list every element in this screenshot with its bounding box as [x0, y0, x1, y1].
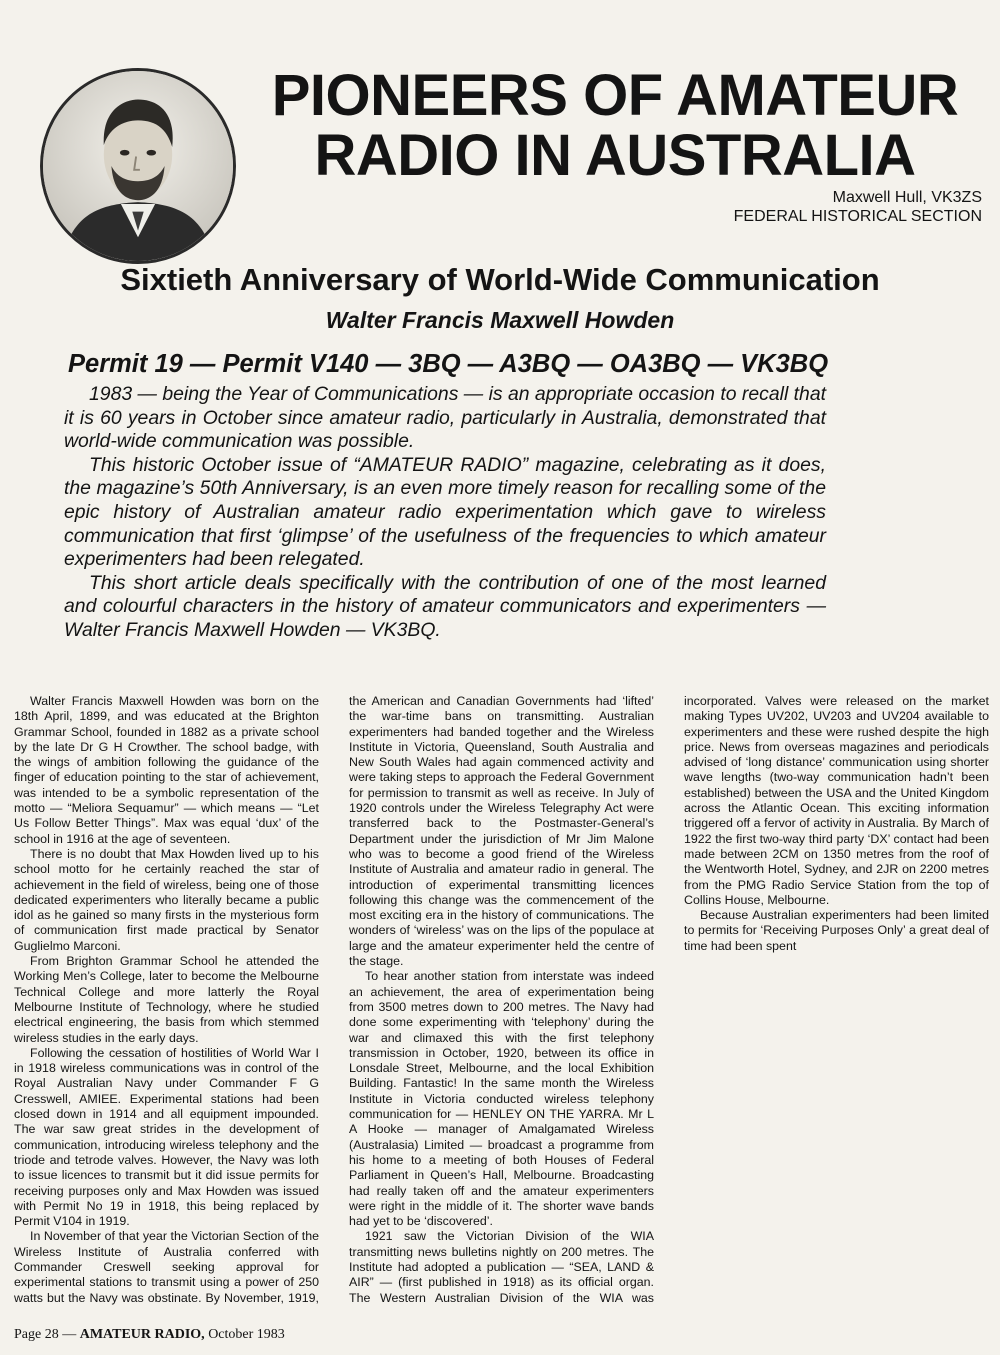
portrait-illustration: [43, 71, 233, 261]
body-paragraph: Because Australian experimenters had been limited to permits for ‘Receiving Purposes Only’ a great deal of time had been spent: [684, 908, 989, 953]
body-paragraph: To hear another station from interstate was indeed an achievement, the area of experimentation being from 3500 metres down to 200 metres. The Navy had done some experimenting with ‘telephony’ during the war and climaxed this with the first telephony transmission in October, 1920, between its office in Lonsdale Street, Melbourne, and the local Exhibition Building. Fantastic! In the same month the Wireless Institute in Victoria conducted wireless telephony communication for — HENLEY ON THE YARRA. Mr L A Hooke — manager of Amalgamated Wireless (Australasia) Limited — broadcast a programme from his home to a meeting of both Houses of Federal Parliament in Queen’s Hall, Melbourne. Broadcasting had really taken off and the amateur experimenters were right in the middle of it. The shorter wave bands had yet to be ‘discovered’.: [349, 969, 654, 1229]
section-name: FEDERAL HISTORICAL SECTION: [733, 208, 982, 225]
issue-date: October 1983: [208, 1327, 285, 1342]
intro-paragraph: This historic October issue of “AMATEUR RADIO” magazine, celebrating as it does, the magazine’s 50th Anniversary, is an even more timely reason for recalling some of the epic history of Australian amateur radio experimentation which gave to wireless communication that first ‘glimpse’ of the usefulness of the frequencies to which amateur experimenters had been relegated.: [64, 453, 826, 571]
body-paragraph: Walter Francis Maxwell Howden was born on the 18th April, 1899, and was educated at the Brighton Grammar School, founded in 1882 as a private school by the late Dr G H Crowther. The school badge, with the wings of ambition following the guidance of the finger of education pointing to the star of achievement, was intended to be a symbolic representation of the motto — “Meliora Sequamur” — which means — “Let Us Follow Better Things”. Max was equal ‘dux’ of the school in 1916 at the age of seventeen.: [14, 694, 319, 846]
byline: [734, 188, 982, 226]
intro-paragraph: 1983 — being the Year of Communications — is an appropriate occasion to recall that it is 60 years in October since amateur radio, particularly in Australia, demonstrated that world-wide communication was possible.: [64, 383, 826, 453]
body-paragraph: 1921 saw the Victorian Division of the WIA transmitting news bulletins nightly on 200 metres. The Institute had adopted a publication — “SEA, LAND & AIR” — (first published in 1918) as its official organ. The Western Australian Division of the WIA was incorporated. Valves were released on the market making Types UV202, UV203 and UV204 available to experimenters and these were rushed despite the high price. News from overseas magazines and periodicals advised of ‘long distance’ communication using shorter wave lengths (two-way communication hadn’t been established) between the USA and the United Kingdom across the Atlantic Ocean. This exciting information triggered off a fervor of activity in Australia. By March of 1922 the first two-way third party ‘DX’ contact had been made between 2CM on 1350 metres from the roof of the Wentworth Hotel, Sydney, and 2JR on 2200 metres from the PMG Radio Service Station from the top of Collins House, Melbourne.: [349, 694, 989, 1305]
page-number: Page 28 —: [14, 1327, 77, 1342]
permit-callsigns: Permit 19 — Permit V140 — 3BQ — A3BQ — OA3BQ — VK3BQ: [68, 350, 829, 378]
portrait-photo: [40, 68, 236, 264]
title-line-2: RADIO IN AUSTRALIA: [314, 123, 916, 188]
subject-name: Walter Francis Maxwell Howden: [325, 307, 675, 333]
article-title: [255, 63, 975, 188]
body-paragraph: From Brighton Grammar School he attended the Working Men’s College, later to become the Melbourne Technical College and more latterly the Royal Melbourne Institute of Technology, where he studied electrical engineering, the basis from which stemmed wireless studies in the early days.: [14, 954, 319, 1045]
article-subtitle: Sixtieth Anniversary of World-Wide Communication: [120, 262, 880, 297]
page-footer: [14, 1326, 285, 1344]
article-body: [14, 694, 989, 1312]
body-paragraph: There is no doubt that Max Howden lived up to his school motto for he certainly reached the star of achievement in the field of wireless, being one of those dedicated experimenters who literally became a public idol as he gained so many firsts in the mysterious form of communication first made practical by Senator Guglielmo Marconi.: [14, 846, 319, 953]
body-paragraph: Following the cessation of hostilities of World War I in 1918 wireless communications was in control of the Royal Australian Navy under Commander F G Cresswell, AMIEE. Experimental stations had been closed down in 1914 and all equipment impounded. The war saw great strides in the development of communication, introducing wireless telephony and the triode and tetrode valves. However, the Navy was loth to issue licences to transmit but it did issue permits for receiving purposes only and Max Howden was issued with Permit No 19 in 1918, this being replaced by Permit V104 in 1919.: [14, 1045, 319, 1229]
title-line-1: PIONEERS OF AMATEUR: [271, 63, 959, 128]
author-name: Maxwell Hull, VK3ZS: [832, 189, 982, 206]
magazine-name: AMATEUR RADIO,: [79, 1327, 205, 1342]
body-paragraph: In November of that year the Victorian Section of the Wireless Institute of Australia conferred with Commander Creswell seeking approval for experimental stations to transmit using a power of 250 watts but the Navy was obstinate. By November, 1919, the American and Canadian Governments had ‘lifted’ the war-time bans on transmitting. Australian experimenters had banded together and the Wireless Institute in Victoria, Queensland, South Australia and New South Wales had again commenced activity and were taking steps to approach the Federal Government for permission to transmit as well as receive. In July of 1920 controls under the Wireless Telegraphy Act were transferred back to the Postmaster-General’s Department under the jurisdiction of Mr Jim Malone who was to become a good friend of the Wireless Institute of Australia and amateur radio in general. The introduction of experimental transmitting licences following this change was the commencement of the most exciting era in the history of communications. The wonders of ‘wireless’ was on the lips of the populace at large and the amateur experimenter held the centre of the stage.: [14, 694, 654, 1305]
intro-block: [64, 383, 826, 643]
intro-paragraph: This short article deals specifically with the contribution of one of the most learned and colourful characters in the history of amateur communicators and experimenters — Walter Francis Maxwell Howden — VK3BQ.: [64, 571, 826, 641]
